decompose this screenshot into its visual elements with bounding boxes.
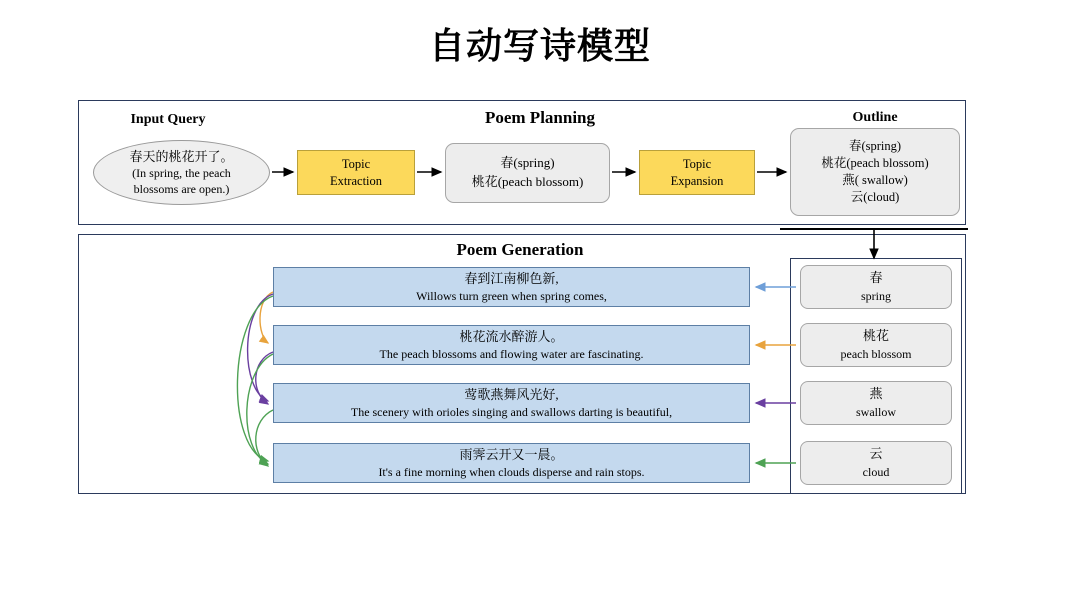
outline-line4: 云(cloud): [850, 189, 900, 204]
outline-box: [790, 128, 960, 216]
verse-chinese: 雨霁云开又一晨。: [459, 446, 564, 462]
keyword-english: swallow: [856, 404, 896, 419]
topic-line1: 春(spring): [500, 155, 555, 171]
keyword-box: [800, 441, 952, 485]
verse-english: The scenery with orioles singing and swallows darting is beautiful,: [350, 404, 673, 419]
extracted-topics-box: [445, 143, 610, 203]
outline-line1: 春(spring): [848, 139, 902, 154]
verse-chinese: 桃花流水醉游人。: [459, 328, 564, 344]
topic-extraction-box: [297, 150, 415, 195]
keyword-english: peach blossom: [840, 346, 912, 361]
keyword-english: spring: [861, 288, 891, 303]
keyword-chinese: 燕: [869, 385, 883, 401]
outline-line3: 燕( swallow): [842, 173, 908, 187]
verse-box: [273, 267, 750, 307]
input-query-label: Input Query: [130, 112, 206, 127]
poem-generation-label: Poem Generation: [456, 240, 584, 259]
keyword-chinese: 云: [869, 445, 883, 461]
topic-expansion-box: [639, 150, 755, 195]
topic-extraction-line2: Extraction: [329, 173, 383, 188]
verse-box: [273, 325, 750, 365]
input-query-chinese: 春天的桃花开了。: [129, 148, 234, 164]
verse-english: The peach blossoms and flowing water are fascinating.: [379, 346, 644, 361]
verse-chinese: 春到江南柳色新,: [464, 270, 559, 286]
topic-line2: 桃花(peach blossom): [471, 174, 584, 189]
topic-expansion-line2: Expansion: [670, 173, 724, 188]
keyword-box: [800, 265, 952, 309]
keyword-chinese: 春: [869, 269, 883, 285]
topic-extraction-line1: Topic: [341, 157, 371, 172]
verse-english: It's a fine morning when clouds disperse and rain stops.: [378, 464, 645, 479]
verse-chinese: 莺歌燕舞风光好,: [464, 386, 559, 402]
verse-english: Willows turn green when spring comes,: [416, 288, 607, 303]
verse-box: [273, 443, 750, 483]
keyword-english: cloud: [862, 464, 890, 479]
keyword-box: [800, 381, 952, 425]
input-query-english-line1: (In spring, the peach: [132, 166, 231, 181]
verse-box: [273, 383, 750, 423]
keyword-chinese: 桃花: [862, 327, 889, 343]
input-query-english-line2: blossoms are open.): [133, 182, 230, 197]
outline-line2: 桃花(peach blossom): [821, 156, 929, 171]
outline-label: Outline: [852, 110, 898, 125]
poem-planning-label: Poem Planning: [484, 108, 596, 127]
topic-expansion-line1: Topic: [682, 157, 712, 172]
input-query-bubble: [93, 140, 270, 205]
page-title: 自动写诗模型: [428, 26, 651, 67]
keyword-box: [800, 323, 952, 367]
